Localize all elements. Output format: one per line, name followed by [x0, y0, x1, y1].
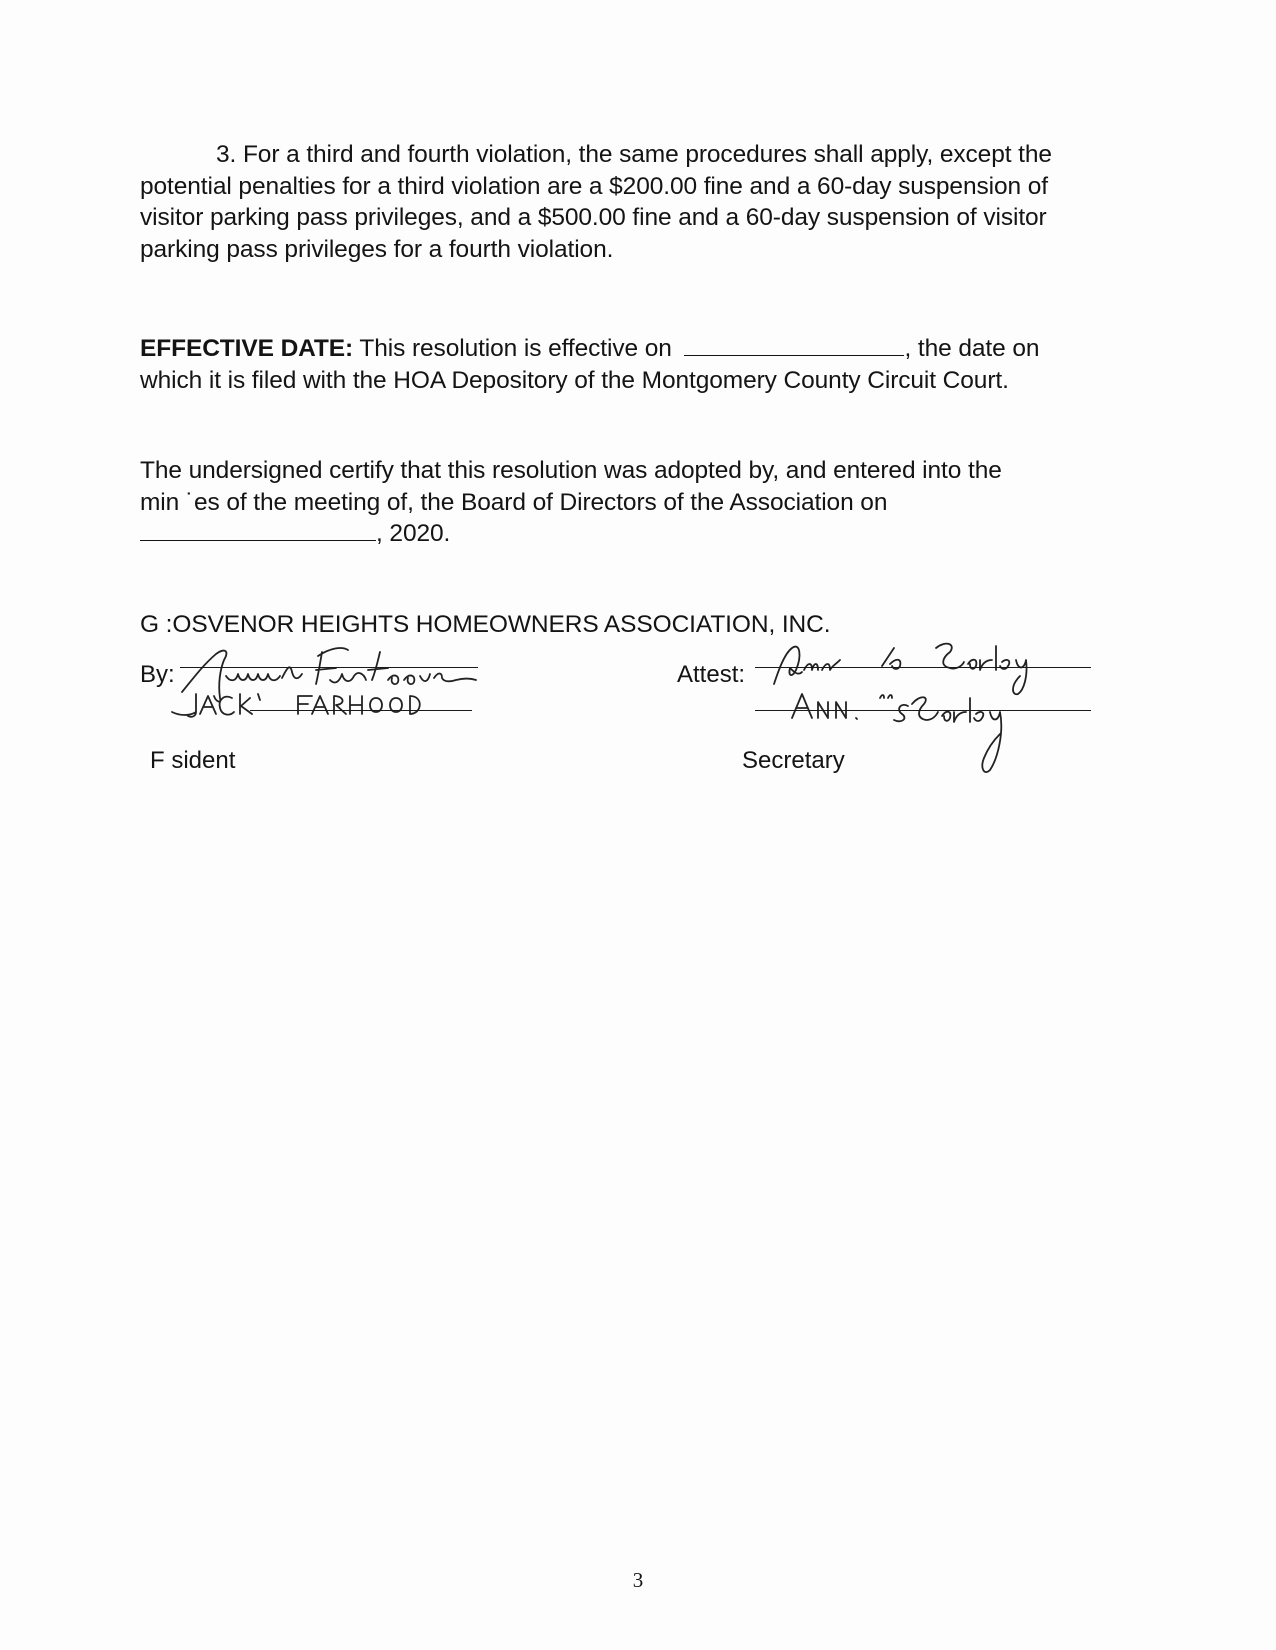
certification-line-3	[140, 518, 1002, 550]
effective-date-line-2: which it is filed with the HOA Depository of the Montgomery County Circuit Court.	[140, 366, 1009, 394]
secretary-printed-name-line	[755, 710, 1091, 711]
president-printed-name	[170, 690, 460, 720]
paragraph-line: potential penalties for a third violation are a $200.00 fine and a 60-day suspension of	[140, 172, 1048, 200]
secretary-title: Secretary	[742, 747, 845, 774]
certification-line-2: min ˙es of the meeting of, the Board of Directors of the Association on	[140, 488, 888, 516]
adoption-date-blank	[140, 518, 376, 541]
effective-date-label: EFFECTIVE DATE:	[140, 335, 354, 362]
certification-line-1: The undersigned certify that this resolution was adopted by, and entered into the	[140, 457, 1002, 484]
paragraph-line: 3. For a third and fourth violation, the same procedures shall apply, except the	[216, 141, 1052, 168]
president-signature-line	[180, 667, 478, 668]
effective-date-line-1	[140, 333, 1039, 365]
certification-year: , 2020.	[376, 520, 451, 547]
secretary-signature	[770, 636, 1030, 696]
certification-section	[140, 455, 1002, 550]
secretary-signature-line	[755, 667, 1091, 668]
effective-date-text: This resolution is effective on	[359, 335, 672, 362]
association-name: G :OSVENOR HEIGHTS HOMEOWNERS ASSOCIATION, INC.	[140, 611, 831, 638]
page-number: 3	[632, 1568, 644, 1592]
president-printed-name-line	[250, 710, 472, 711]
paragraph-line: parking pass privileges for a fourth violation.	[140, 235, 614, 263]
attest-label: Attest:	[677, 661, 746, 688]
effective-date-blank	[684, 333, 904, 356]
paragraph-third-fourth-violation	[140, 139, 1052, 265]
effective-date-text-after: , the date on	[904, 335, 1040, 362]
effective-date-section	[140, 333, 1039, 396]
paragraph-line: visitor parking pass privileges, and a $500.00 fine and a 60-day suspension of visitor	[140, 204, 1047, 231]
by-label: By:	[140, 661, 175, 688]
president-title: F sident	[150, 747, 236, 774]
